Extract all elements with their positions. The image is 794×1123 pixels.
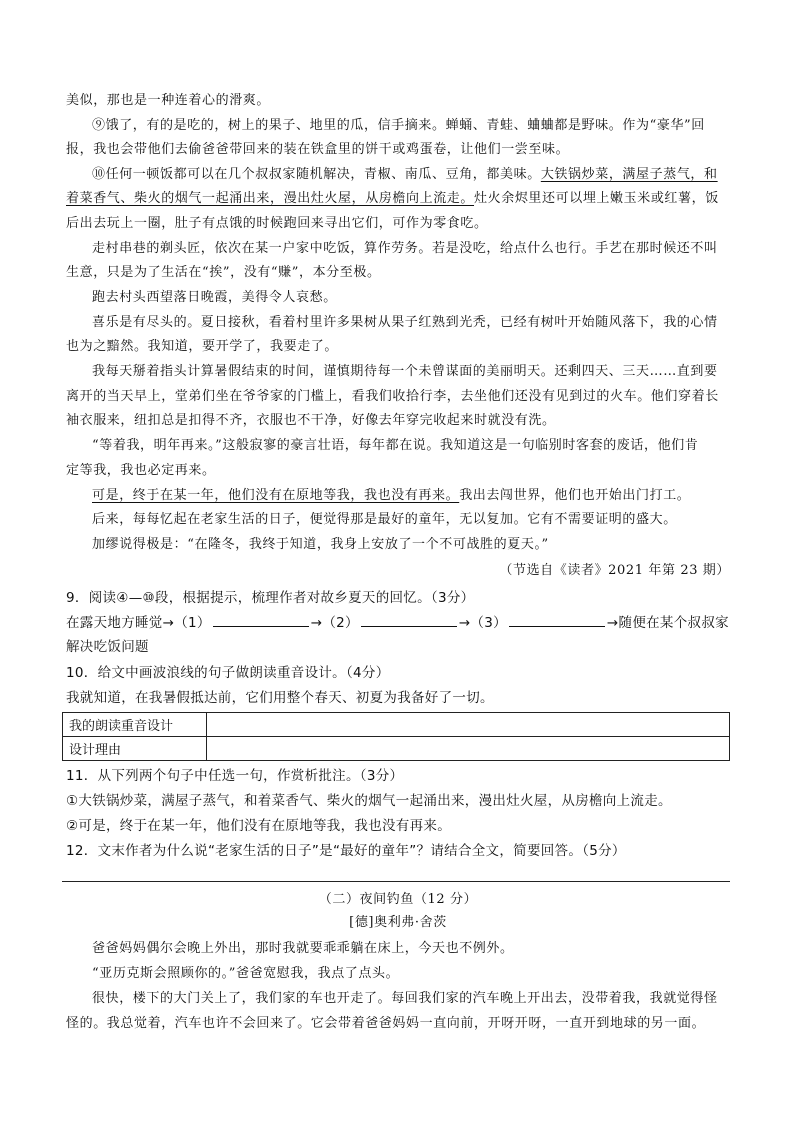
underlined-sentence: 可是，终于在某一年，他们没有在原地等我，我也没有再来。 [92,488,460,503]
question-11: 11．从下列两个句子中任选一句，作赏析批注。（3分） [66,768,404,784]
answer-cell-reason[interactable] [207,737,730,761]
section-divider [62,881,730,882]
table-row [63,737,730,761]
reading1-paragraph: “等着我，明年再来。”这般寂寥的豪言壮语，每年都在说。我知道这是一句临别时客套的废话，他们肯 [92,438,699,453]
reading1-paragraph [92,166,730,184]
reading1-paragraph [92,487,730,505]
chain-start: 在露天地方睡觉→（1） [66,615,211,631]
question-11-option-2: ②可是，终于在某一年，他们没有在原地等我，我也没有再来。 [66,818,452,834]
reading2-author: [德]奥利弗·舍茨 [349,915,447,930]
answer-cell-design[interactable] [207,713,730,737]
reading1-paragraph: ⑨饿了，有的是吃的，树上的果子、地里的瓜，信手摘来。蝉蛹、青蛙、蛐蛐都是野味。作为“豪华”回 [92,118,705,133]
reading2-paragraph: “亚历克斯会照顾你的。”爸爸宽慰我，我点了点头。 [92,966,400,981]
answer-blank-3[interactable] [509,614,605,627]
reading1-paragraph: 生意，只是为了生活在“挨”，没有“赚”，本分至极。 [66,265,381,280]
reading1-paragraph: 加缪说得极是：“在隆冬，我终于知道，我身上安放了一个不可战胜的夏天。” [92,537,549,552]
answer-blank-2[interactable] [361,614,457,627]
reading2-paragraph: 爸爸妈妈偶尔会晚上外出，那时我就要乖乖躺在床上，今天也不例外。 [92,941,514,956]
reading2-title: （二）夜间钓鱼（12 分） [318,892,478,907]
question-10-sentence: 我就知道，在我暑假抵达前，它们用整个春天、初夏为我备好了一切。 [66,690,494,706]
reading1-paragraph: 我每天掰着指头计算暑假结束的时间，谨慎期待每一个未曾谋面的美丽明天。还剩四天、三天……直到要 [92,364,718,379]
question-9-chain [66,614,730,632]
reading1-paragraph: 离开的当天早上，堂弟们坐在爷爷家的门槛上，看我们收拾行李，去坐他们还没有见到过的火车。他们穿着长 [66,389,719,404]
table-cell-label: 我的朗读重音设计 [63,713,207,737]
reading2-paragraph: 很快，楼下的大门关上了，我们家的车也开走了。每回我们家的汽车晚上开出去，没带着我，我就觉得怪 [92,991,718,1006]
reading1-paragraph [66,190,730,208]
reading2-paragraph: 怪的。我总觉着，汽车也许不会回来了。它会带着爸爸妈妈一直向前，开呀开呀，一直开到地球的另一面。 [66,1016,706,1031]
question-9-chain-end: 解决吃饭问题 [66,639,149,655]
reading1-paragraph: 跑去村头西望落日晚霞，美得令人哀愁。 [92,290,337,305]
question-12: 12．文末作者为什么说“老家生活的日子”是“最好的童年”？请结合全文，简要回答。（5分） [66,843,626,859]
paragraph-text: ⑩任何一顿饭都可以在几个叔叔家随机解决，青椒、南瓜、豆角，都美味。 [92,167,541,182]
paragraph-text: 我出去闯世界，他们也开始出门打工。 [459,488,691,503]
question-10: 10．给文中画波浪线的句子做朗读重音设计。（4分） [66,665,390,681]
reading1-paragraph: 袖衣服来，纽扣总是扣得不齐，衣服也不干净，好像去年穿完收起来时就没有洗。 [66,413,556,428]
reading1-paragraph: 喜乐是有尽头的。夏日接秋，看着村里许多果树从果子红熟到光秃，已经有树叶开始随风落下，我的心情 [92,315,718,330]
reading1-paragraph: 也为之黯然。我知道，要开学了，我要走了。 [66,339,339,354]
chain-end: →随便在某个叔叔家 [606,615,729,631]
chain-step-3: →（3） [458,615,507,631]
underlined-sentence: 大铁锅炒菜，满屋子蒸气，和 [540,167,718,182]
question-9: 9．阅读④—⑩段，根据提示，梳理作者对故乡夏天的回忆。（3分） [66,590,475,606]
table-row [63,713,730,737]
answer-blank-1[interactable] [213,614,309,627]
reading1-paragraph: 报，我也会带他们去偷爸爸带回来的装在铁盒里的饼干或鸡蛋卷，让他们一尝至味。 [66,142,570,157]
chain-step-2: →（2） [310,615,359,631]
table-cell-label: 设计理由 [63,737,207,761]
reading1-paragraph: 美似，那也是一种连着心的滑爽。 [66,93,271,108]
reading-design-table [62,712,730,761]
reading1-paragraph: 定等我，我也必定再来。 [66,463,216,478]
reading1-paragraph: 走村串巷的剃头匠，依次在某一户家中吃饭，算作劳务。若是没吃，给点什么也行。手艺在那时候还不叫 [92,241,718,256]
reading1-paragraph: 后出去玩上一圈，肚子有点饿的时候跑回来寻出它们，可作为零食吃。 [66,216,488,231]
reading1-source: （节选自《读者》2021 年第 23 期） [499,563,730,578]
paragraph-text: 灶火余烬里还可以埋上嫩玉米或红薯，饭 [474,191,719,206]
reading1-paragraph: 后来，每每忆起在老家生活的日子，便觉得那是最好的童年，无以复加。它有不需要证明的盛大。 [92,512,677,527]
question-11-option-1: ①大铁锅炒菜，满屋子蒸气，和着菜香气、柴火的烟气一起涌出来，漫出灶火屋，从房檐向上流走。 [66,793,672,809]
underlined-sentence: 着菜香气、柴火的烟气一起涌出来，漫出灶火屋，从房檐向上流走。 [66,191,475,206]
